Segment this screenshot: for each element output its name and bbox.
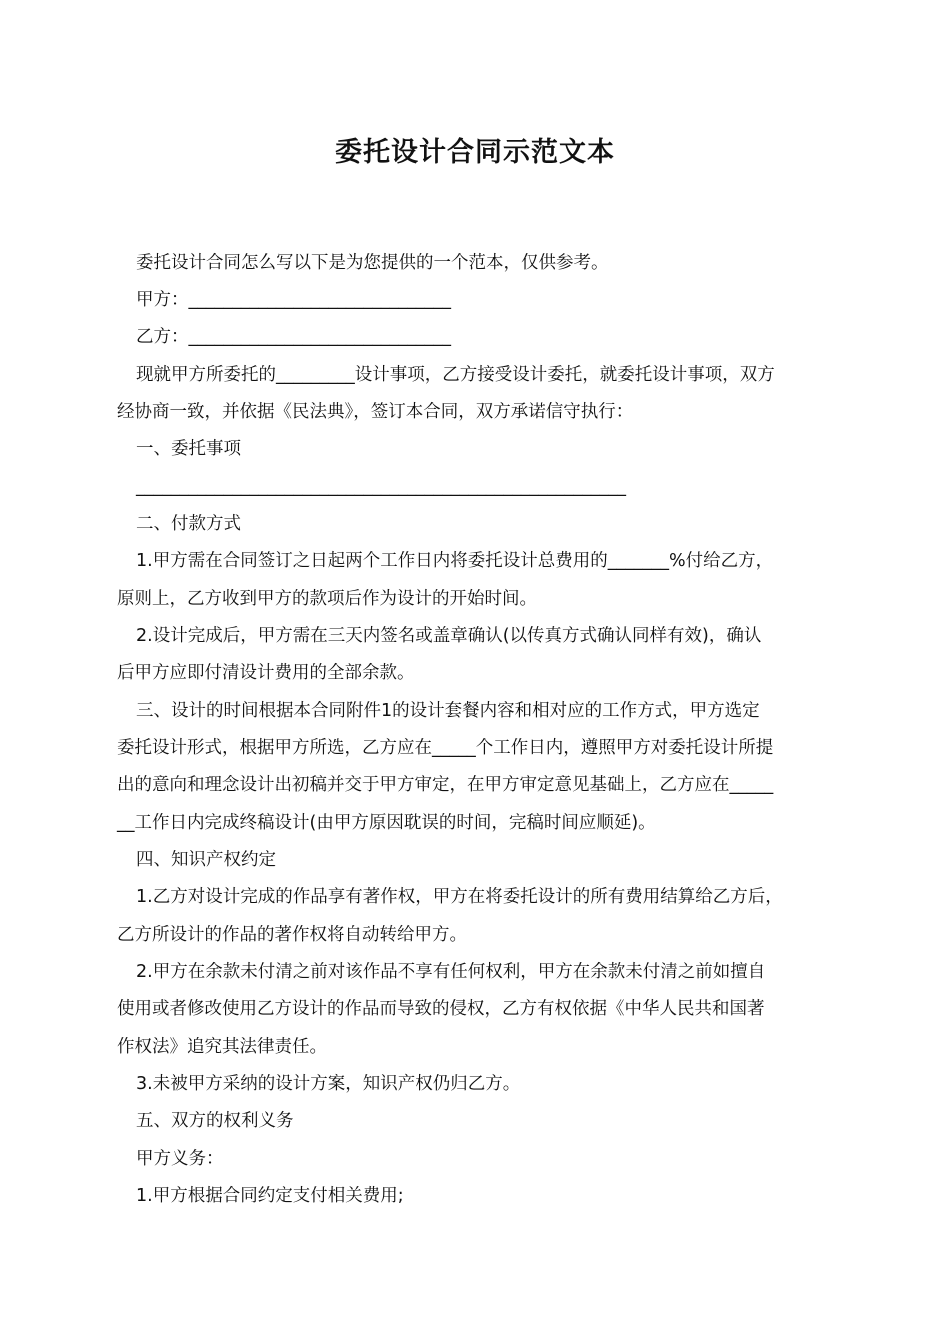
clause-line: 1.乙方对设计完成的作品享有著作权，甲方在将委托设计的所有费用结算给乙方后，: [136, 887, 783, 907]
clause-line: 后甲方应即付清设计费用的全部余款。: [117, 663, 415, 683]
clause-line: 2.甲方在余款未付清之前对该作品不享有任何权利，甲方在余款未付清之前如擅自: [136, 962, 766, 982]
paragraph-line: 经协商一致，并依据《民法典》，签订本合同，双方承诺信守执行：: [117, 402, 634, 422]
clause-line: 作权法》追究其法律责任。: [117, 1037, 327, 1057]
document-title: 委托设计合同示范文本: [335, 137, 615, 168]
clause-line: 原则上，乙方收到甲方的款项后作为设计的开始时间。: [117, 589, 537, 609]
clause-line: 使用或者修改使用乙方设计的作品而导致的侵权，乙方有权依据《中华人民共和国著: [117, 999, 765, 1019]
blank-line: ________________________________________________________: [136, 477, 626, 497]
section-paragraph-line: __工作日内完成终稿设计(由甲方原因耽误的时间，完稿时间应顺延)。: [117, 813, 656, 833]
party-a-line: 甲方：______________________________: [136, 290, 451, 310]
section-heading: 二、付款方式: [136, 514, 241, 534]
clause-line: 乙方所设计的作品的著作权将自动转给甲方。: [117, 925, 467, 945]
intro-line: 委托设计合同怎么写以下是为您提供的一个范本，仅供参考。: [136, 253, 609, 273]
section-heading: 一、委托事项: [136, 439, 241, 459]
paragraph-line: 现就甲方所委托的_________设计事项，乙方接受设计委托，就委托设计事项，双方: [136, 365, 775, 385]
section-heading: 四、知识产权约定: [136, 850, 276, 870]
section-paragraph-line: 出的意向和理念设计出初稿并交于甲方审定，在甲方审定意见基础上，乙方应在_____: [117, 775, 774, 795]
subheading-line: 甲方义务：: [136, 1149, 224, 1169]
party-b-line: 乙方：______________________________: [136, 327, 451, 347]
clause-line: 1.甲方根据合同约定支付相关费用;: [136, 1186, 404, 1206]
clause-line: 2.设计完成后，甲方需在三天内签名或盖章确认(以传真方式确认同样有效)，确认: [136, 626, 762, 646]
section-heading: 五、双方的权利义务: [136, 1111, 294, 1131]
clause-line: 1.甲方需在合同签订之日起两个工作日内将委托设计总费用的_______%付给乙方，: [136, 551, 774, 571]
clause-line: 3.未被甲方采纳的设计方案，知识产权仍归乙方。: [136, 1074, 521, 1094]
section-paragraph-line: 委托设计形式，根据甲方所选，乙方应在_____个工作日内，遵照甲方对委托设计所提: [117, 738, 774, 758]
section-paragraph-line: 三、设计的时间根据本合同附件1的设计套餐内容和相对应的工作方式，甲方选定: [136, 701, 760, 721]
